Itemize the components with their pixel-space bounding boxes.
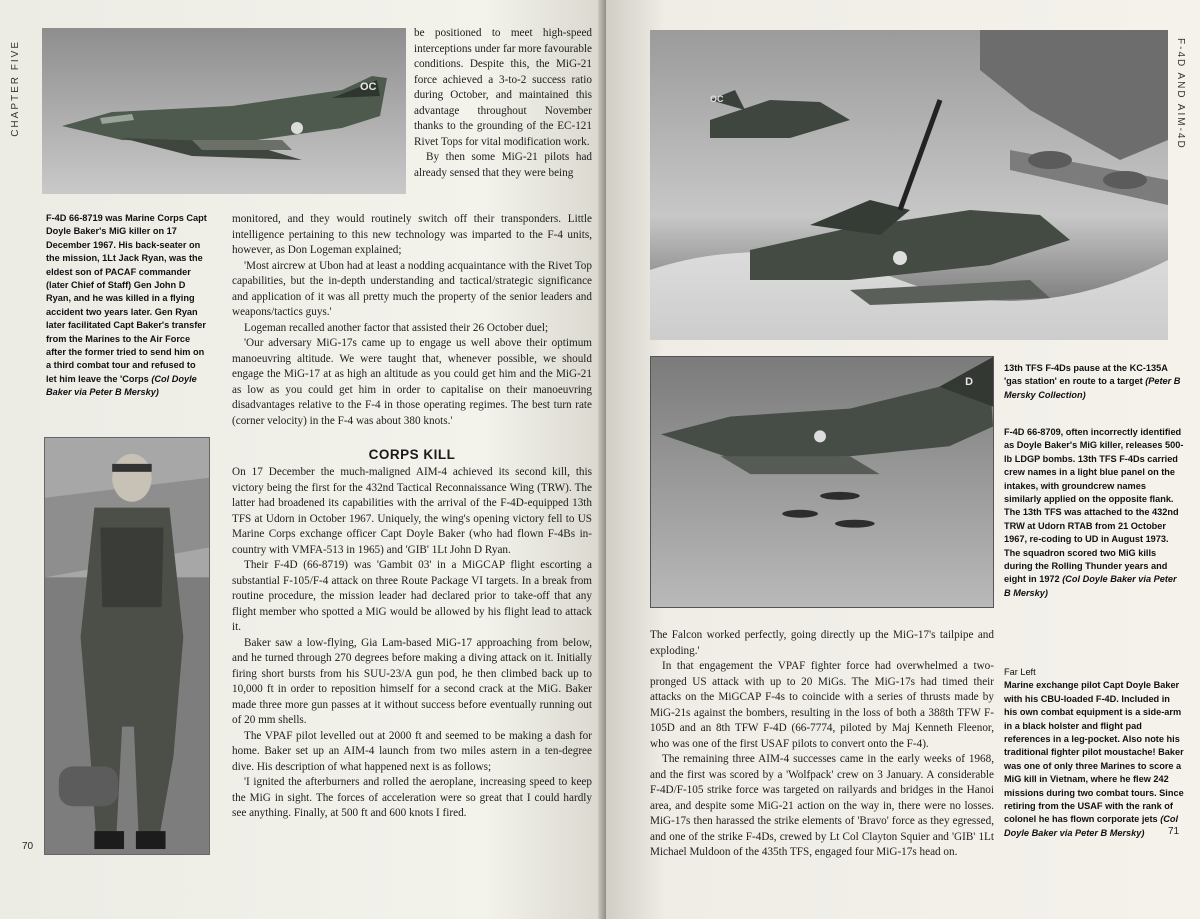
paragraph: Their F-4D (66-8719) was 'Gambit 03' in a MiGCAP flight escorting a substantial F-105/F-4 attack on three Route Package VI targets. In a break from routine procedure, the mission leader had declared prior to take-off that any flight member who spotted a MiG would be allowed by his flight lead to attack it. [232, 559, 592, 633]
caption-bomb-release: F-4D 66-8709, often incorrectly identified as Doyle Baker's MiG killer, releases 500-lb LDGP bombs. 13th TFS F-4Ds carried crew names in a light blue panel on the intakes, with groundcrew names similarly applied on the opposite flank. The 13th TFS was attached to the 432nd TRW at Udorn RTAB from 21 October 1967, re-coding to UD in August 1973. The squadron scored two MiG kills during the Rolling Thunder years and eight in 1972 (Col Doyle Baker via Peter B Mersky) [1004, 427, 1184, 598]
caption-label: Far Left [1004, 667, 1036, 677]
caption-credit: (Col Doyle Baker via Peter B Mersky) [1004, 574, 1177, 598]
paragraph: 'Most aircrew at Ubon had at least a nodding acquaintance with the Rivet Top capabilities, but the in-depth understanding and tactical/strategic significance and application of it was all pretty much the property of the senior leaders and weapons/tactics guys.' [232, 259, 592, 318]
caption-refuelling: 13th TFS F-4Ds pause at the KC-135A 'gas station' en route to a target (Peter B Mersky Collection) [1004, 363, 1181, 400]
paragraph: By then some MiG-21 pilots had already sensed that they were being [414, 151, 592, 179]
caption-credit: (Peter B Mersky Collection) [1004, 376, 1181, 400]
paragraph: Logeman recalled another factor that assisted their 26 October duel; [244, 321, 549, 334]
body-column-wide [232, 212, 592, 429]
page-number-left: 70 [22, 841, 34, 852]
page-number-right: 71 [1168, 826, 1180, 837]
running-head-right: F-4D AND AIM-4D [1175, 38, 1186, 150]
body-column-lower [232, 465, 592, 822]
right-page [606, 0, 1200, 919]
photo-f4d-top [42, 28, 406, 194]
svg-text:D: D [965, 375, 974, 388]
photo-refuelling [650, 30, 1168, 340]
paragraph: 'I ignited the afterburners and rolled the aeroplane, increasing speed to keep the MiG in sight. The forces of acceleration were so great that I could hardly see anything. Finally, at 500 ft and 600 knots I fired. [232, 776, 592, 819]
paragraph: Baker saw a low-flying, Gia Lam-based MiG-17 approaching from below, and he turned through 270 degrees before making a diving attack on it. Initially firing short bursts from his SUU-23/A gun pod, he then climbed back up to 10,000 ft in order to reposition himself for a second crack at the MiG. Baker made three more gun passes at it without success before eventually running out of 20 mm shells. [232, 636, 592, 726]
svg-text:OC: OC [360, 81, 377, 93]
section-heading: CORPS KILL [368, 447, 456, 462]
paragraph: The Falcon worked perfectly, going directly up the MiG-17's tailpipe and exploding.' [650, 629, 994, 657]
photo-bomb-release [650, 356, 994, 608]
caption-top-photo: F-4D 66-8719 was Marine Corps Capt Doyle Baker's MiG killer on 17 December 1967. His back-seater on the mission, 1Lt Jack Ryan, was the eldest son of PACAF commander (later Chief of Staff) Gen John D Ryan, and he was killed in a flying accident two years later. Gen Ryan later facilitated Capt Baker's transfer from the Marines to the Air Force after the former tried to send him on a third combat tour and refused to let him leave the 'Corps (Col Doyle Baker via Peter B Mersky) [46, 213, 207, 398]
paragraph: In that engagement the VPAF fighter force had overwhelmed a two-pronged US attack with up to 20 MiGs. The MiG-17s had timed their attacks on the MiGCAP F-4s to coincide with a series of thrusts made by MiG-21s against the bombers, resulting in the loss of both a 388th TFW F-105D and an 8th TFW F-4D (66-7774, piloted by Maj Kenneth Fleenor, who was one of the first USAF pilots to convert onto the F-4). [650, 660, 994, 750]
svg-text:OC: OC [710, 94, 724, 104]
paragraph: On 17 December the much-maligned AIM-4 achieved its second kill, this victory being the first for the 432nd Tactical Reconnaissance Wing (TRW). The latter had broadened its capabilities with the arrival of the F-4D-equipped 13th TFS at Udorn in October 1967. Uniquely, the wing's opening victory fell to US Marine Corps exchange officer Capt Doyle Baker (who had flown F-4Bs in-country with VMFA-513 in 1965) and 'GIB' 1Lt John D Ryan. [232, 466, 592, 556]
paragraph: The VPAF pilot levelled out at 2000 ft and seemed to be making a dash for home. Baker set up an AIM-4 launch from two miles astern in a ten-degree dive. His description of what happened next is as follows; [232, 729, 592, 773]
paragraph: 'Our adversary MiG-17s came up to engage us well above their optimum manoeuvring altitude. We were taught that, whenever possible, we should engage the MiG-17 at as high an altitude as you could get him and the MiG-21 as low as you could get him in order to capitalise on their manoeuvring disadvantages relative to the F-4 in those operating regimes. The best turn rate (corner velocity) in the F-4 was about 380 knots.' [232, 337, 592, 427]
caption-credit: (Col Doyle Baker via Peter B Mersky) [1004, 814, 1179, 838]
photo-pilot-portrait [44, 437, 210, 855]
paragraph: be positioned to meet high-speed interceptions under far more favourable conditions. Despite this, the MiG-21 force achieved a 3-to-2 success ratio during October, and maintained this advantage throughout November thanks to the grounding of the EC-121 Rivet Tops for vital modification work. [414, 27, 592, 148]
running-head-left: CHAPTER FIVE [10, 40, 21, 137]
paragraph: The remaining three AIM-4 successes came in the early weeks of 1968, and the first was scored by a 'Wolfpack' crew on 3 January. A considerable F-4D/F-105 strike force was targeted on railyards and bridges in the Hanoi area, and despite some MiG-21 action on the way in, there were no losses. MiG-17s then harassed the strike elements of 'Bravo' force as they egressed, and one of the strike F-4Ds, crewed by Lt Col Clayton Squier and 'GIB' 1Lt Michael Muldoon of the 435th TFS, engaged four MiG-17s head on. [650, 753, 994, 858]
caption-far-left: Far Left Marine exchange pilot Capt Doyle Baker with his CBU-loaded F-4D. Included in his own combat equipment is a side-arm in a black holster and flight pad references in a leg-pocket. Also note his traditional fighter pilot moustache! Baker was one of only three Marines to score a MiG kill in Vietnam, where he flew 242 missions during two combat tours. Since retiring from the USAF with the rank of colonel he has flown corporate jets (Col Doyle Baker via Peter B Mersky) [1004, 667, 1184, 838]
paragraph: monitored, and they would routinely switch off their transponders. Little intelligence pertaining to this new technology was imparted to the F-4 units, however, as Don Logeman explained; [232, 213, 592, 256]
body-column-right [650, 628, 994, 861]
caption-credit: (Col Doyle Baker via Peter B Mersky) [46, 373, 197, 398]
body-column-upper [414, 26, 592, 181]
